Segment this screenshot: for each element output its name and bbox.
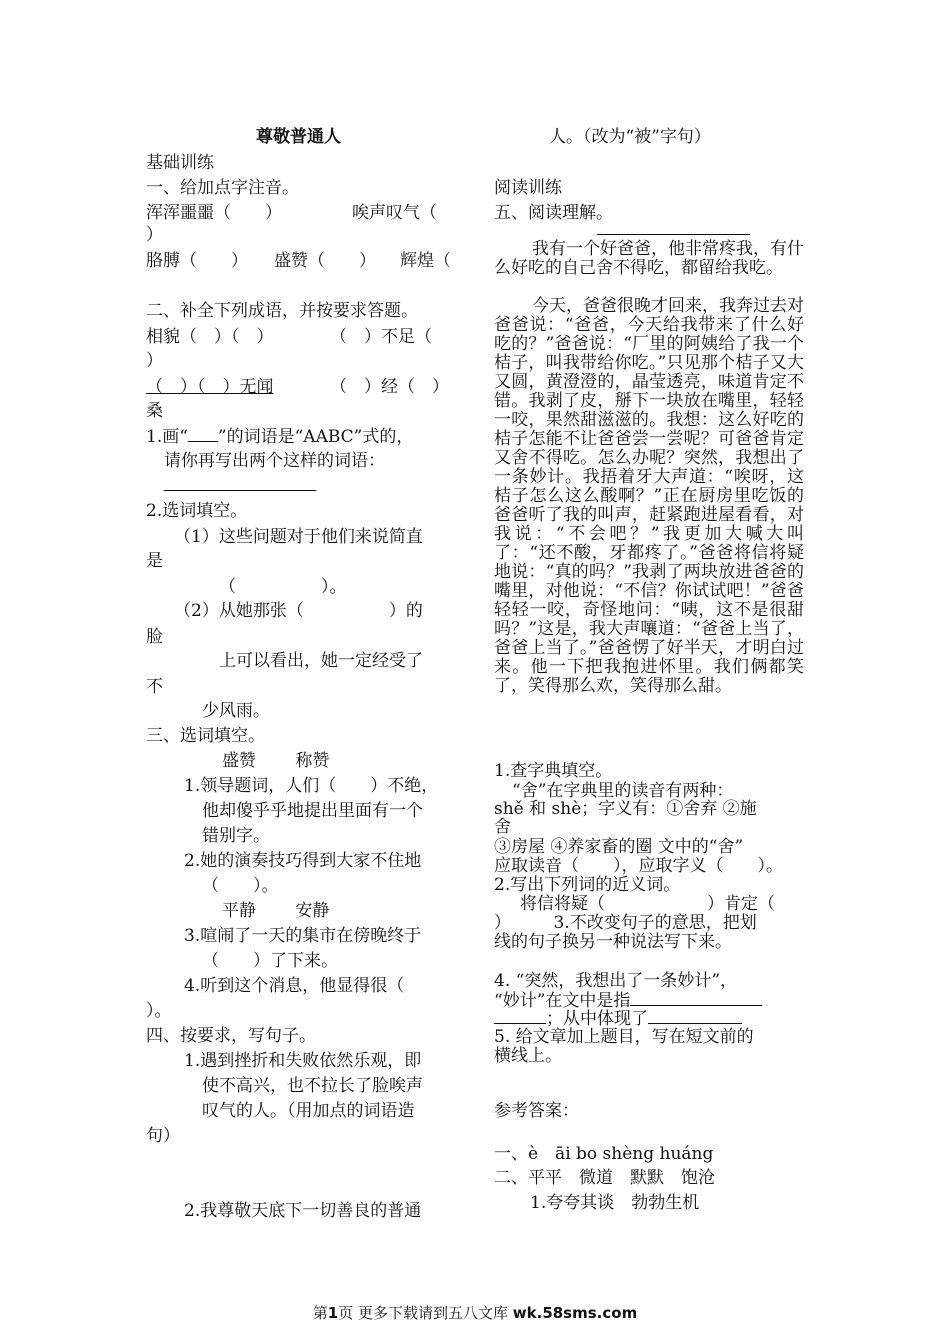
answers-heading: 参考答案： bbox=[494, 1101, 579, 1121]
q2-sub1: 1.画“ ”的词语是“AABC”式的， bbox=[146, 427, 414, 447]
site-link[interactable]: wk.58sms.com bbox=[512, 1304, 638, 1322]
q1-item: 浑浑噩噩（ ） bbox=[146, 203, 282, 223]
q2-sub2: 2.选词填空。 bbox=[146, 501, 248, 521]
q4-item: 2.我尊敬天底下一切善良的普通 bbox=[184, 1201, 422, 1221]
q3-word-choices: 平静 安静 bbox=[222, 901, 330, 921]
passage-paragraph-2: 今天，爸爸很晚才回来，我奔过去对爸爸说：“爸爸，今天给我带来了什么好吃的？”爸爸说：“厂里的阿姨给了我一个桔子，叫我带给你吃。”只见那个桔子又大又圆，黄澄澄的，晶莹透亮，味道肯定不错。我剥了皮，掰下一块放在嘴里，轻轻一咬，果然甜滋滋的。我想：这么好吃的桔子怎能不让爸爸尝一尝呢？可爸爸肯定又舍不得吃。怎么办呢？突然，我想出了一条妙计。我捂着牙大声道：“唉呀，这桔子怎么这么酸啊？”正在厨房里吃饭的爸爸听了我的叫声，赶紧跑进屋看看，对我说：“不会吧？”我更加大喊大叫了：“还不酸，牙都疼了。”爸爸将信将疑地说：“真的吗？”我剥了两块放进爸爸的嘴里，对他说：“不信？你试试吧！”爸爸轻轻一咬，奇怪地问：“咦，这不是很甜吗？”这是，我大声嚷道：“爸爸上当了，爸爸上当了。”爸爸愣了好半天，才明白过来。他一下把我抱进怀里。我们俩都笑了，笑得那么欢，笑得那么甜。 bbox=[494, 296, 804, 696]
q1-item: 辉煌（ bbox=[400, 251, 451, 271]
title-blank-line bbox=[597, 234, 750, 235]
q2-sub2-2: 少风雨。 bbox=[202, 701, 270, 721]
q2-sub2-1: （1）这些问题对于他们来说简直 bbox=[174, 527, 423, 547]
q3-item: 3.喧闹了一天的集市在傍晚终于 bbox=[184, 926, 422, 946]
answer-line: 1.夸夸其谈 勃勃生机 bbox=[530, 1193, 700, 1213]
r-q1-text: 应取读音（ ），应取字义（ ）。 bbox=[494, 856, 783, 876]
passage-paragraph-1: 我有一个好爸爸，他非常疼我，有什么好吃的自己舍不得吃，都留给我吃。 bbox=[494, 239, 804, 278]
q2-heading: 二、补全下列成语，并按要求答题。 bbox=[146, 301, 418, 321]
r-q2: 2.写出下列词的近义词。 bbox=[494, 875, 681, 895]
q2-item: （ ）经（ ） bbox=[330, 377, 449, 397]
answer-line: 二、平平 微道 默默 饱沧 bbox=[494, 1168, 715, 1188]
q1-item: 盛赞（ ） bbox=[274, 251, 376, 271]
q2-item: 相貌（ ）（ ） bbox=[146, 327, 274, 347]
r-q3-text: 线的句子换另一种说法写下来。 bbox=[494, 932, 732, 952]
q2-sub2-2: 脸 bbox=[146, 627, 163, 647]
q2-item-underlined: （ ）（ ）无闻 bbox=[146, 377, 274, 397]
q4-item: 句） bbox=[146, 1126, 180, 1146]
q5-heading: 五、阅读理解。 bbox=[494, 203, 613, 223]
q4-item: 1.遇到挫折和失败依然乐观，即 bbox=[184, 1051, 422, 1071]
r-q1-text: “舍”在字典里的读音有两种： bbox=[512, 781, 734, 801]
q1-heading: 一、给加点字注音。 bbox=[146, 178, 299, 198]
answer-blank bbox=[164, 490, 316, 491]
section-basic: 基础训练 bbox=[146, 153, 214, 173]
q3-item: 他却傻乎乎地提出里面有一个 bbox=[202, 801, 423, 821]
q2-sub2-2: 不 bbox=[146, 677, 163, 697]
document-title: 尊敬普通人 bbox=[256, 127, 341, 147]
q2-sub2-1: （ ）。 bbox=[219, 577, 347, 597]
q3-item: （ ）。 bbox=[202, 876, 279, 896]
r-q1: 1.查字典填空。 bbox=[494, 761, 613, 781]
r-q1-text: ③房屋 ④养家畜的圈 文中的“舍” bbox=[494, 837, 744, 857]
q3-item: ）。 bbox=[146, 1001, 172, 1021]
r-q1-text: 舍 bbox=[494, 817, 511, 837]
q3-item: 错别字。 bbox=[202, 826, 270, 846]
page-footer: 第1页 更多下载请到五八文库 wk.58sms.com bbox=[312, 1304, 638, 1322]
q2-item: ） bbox=[146, 351, 163, 371]
q1-item: 胳膊（ ） bbox=[146, 251, 248, 271]
q1-item: ） bbox=[146, 225, 163, 245]
q2-sub2-1: 是 bbox=[146, 551, 163, 571]
q1-item: 唉声叹气（ bbox=[352, 203, 437, 223]
q3-heading: 三、选词填空。 bbox=[146, 726, 265, 746]
r-q2-text: 将信将疑（ ）肯定（ bbox=[520, 894, 775, 914]
q2-item: （ ）不足（ bbox=[330, 327, 432, 347]
answer-line: 一、è āi bo shèng huáng bbox=[494, 1144, 714, 1164]
q4-heading: 四、按要求，写句子。 bbox=[146, 1026, 316, 1046]
q2-sub2-2: 上可以看出，她一定经受了 bbox=[219, 651, 423, 671]
q2-sub1-cont: 请你再写出两个这样的词语： bbox=[164, 451, 385, 471]
r-q5-text: 横线上。 bbox=[494, 1046, 562, 1066]
r-q5: 5. 给文章加上题目，写在短文前的 bbox=[494, 1027, 754, 1047]
continued-line: 人。（改为“被”字句） bbox=[549, 127, 711, 147]
q2-item: 桑 bbox=[146, 401, 163, 421]
q3-item: 4.听到这个消息，他显得很（ bbox=[184, 976, 405, 996]
r-q4: 4. “突然，我想出了一条妙计”， bbox=[494, 971, 738, 991]
r-q4-text: “妙计”在文中是指 bbox=[494, 990, 762, 1012]
q3-item: （ ）了下来。 bbox=[202, 951, 338, 971]
q4-item: 使不高兴，也不拉长了脸唉声 bbox=[202, 1076, 423, 1096]
r-q2-text: ） 3.不改变句子的意思，把划 bbox=[494, 913, 757, 933]
section-reading: 阅读训练 bbox=[494, 178, 562, 198]
q3-item: 2.她的演奏技巧得到大家不住地 bbox=[184, 851, 422, 871]
q3-item: 1.领导题词，人们（ ）不绝， bbox=[184, 776, 439, 796]
r-q1-text: shě 和 shè；字义有：①舍弃 ②施 bbox=[494, 799, 757, 819]
q2-sub2-2: （2）从她那张（ ）的 bbox=[174, 601, 423, 621]
q4-item: 叹气的人。（用加点的词语造 bbox=[202, 1101, 415, 1121]
r-q4-text: ；从中体现了 bbox=[494, 1008, 742, 1030]
q3-word-choices: 盛赞 称赞 bbox=[222, 751, 330, 771]
